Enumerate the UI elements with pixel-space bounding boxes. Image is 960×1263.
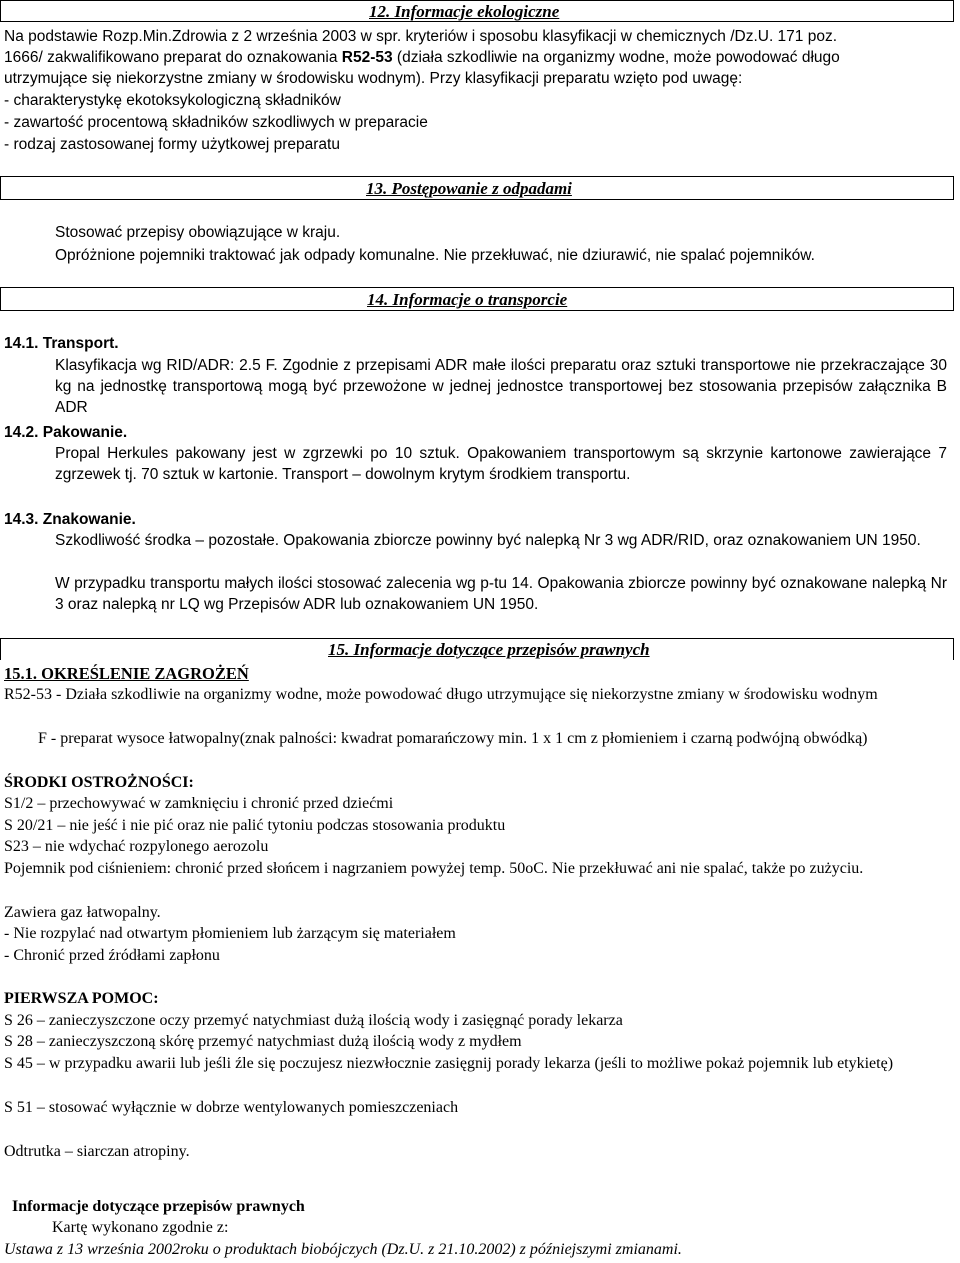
srodki-heading: ŚRODKI OSTROŻNOŚCI: (4, 774, 194, 791)
r52-53-text: R52-53 - Działa szkodliwie na organizmy wodne, może powodować długo utrzymujące się niekorzystne zmiany w środowisku wodnym (4, 686, 878, 703)
s12-line-1: Na podstawie Rozp.Min.Zdrowia z 2 września 2003 w spr. kryteriów i sposobu klasyfikacji w chemicznych /Dz.U. 171 poz. (4, 28, 838, 45)
pomoc-s26: S 26 – zanieczyszczone oczy przemyć natychmiast dużą ilością wody i zasięgnąć porady lekarza (4, 1012, 623, 1029)
pierwsza-pomoc-heading: PIERWSZA POMOC: (4, 990, 159, 1007)
srodki-s23: S23 – nie wdychać rozpylonego aerozolu (4, 838, 269, 855)
pomoc-s28: S 28 – zanieczyszczoną skórę przemyć natychmiast dużą ilością wody z mydłem (4, 1033, 522, 1050)
s14-3-text-1: Szkodliwość środka – pozostałe. Opakowania zbiorcze powinny być nalepką Nr 3 wg ADR/RID, oraz oznakowaniem UN 1950. (55, 532, 921, 549)
odtrutka-text: Odtrutka – siarczan atropiny. (4, 1143, 190, 1160)
s12-line-5: - zawartość procentową składników szkodliwych w preparacie (4, 114, 428, 131)
pomoc-s51: S 51 – stosować wyłącznie w dobrze wentylowanych pomieszczeniach (4, 1099, 459, 1116)
s12-line-3: utrzymujące się niekorzystne zmiany w środowisku wodnym). Przy klasyfikacji preparatu wzięto pod uwagę: (4, 70, 743, 87)
f-symbol-text: F - preparat wysoce łatwopalny(znak palności: kwadrat pomarańczowy min. 1 x 1 cm z płomieniem i czarną podwójną obwódką) (38, 730, 868, 747)
s14-3-text-2: W przypadku transportu małych ilości stosować zalecenia wg p-tu 14. Opakowania zbiorcze powinny być oznakowane nalepką Nr 3 oraz nalepką nr LQ wg Przepisów ADR lub oznakowaniem UN 1950. (55, 575, 947, 613)
s14-3-title: 14.3. Znakowanie. (4, 511, 136, 528)
pojemnik-text: Pojemnik pod ciśnieniem: chronić przed słońcem i nagrzaniem powyżej temp. 50oC. Nie przekłuwać ani nie spalać, także po zużyciu. (4, 860, 864, 877)
s14-1-title: 14.1. Transport. (4, 335, 119, 352)
s14-2-title: 14.2. Pakowanie. (4, 424, 128, 441)
s13-line-2: Opróżnione pojemniki traktować jak odpady komunalne. Nie przekłuwać, nie dziurawić, nie spalać pojemników. (55, 247, 815, 264)
section-13-heading: 13. Postępowanie z odpadami (366, 179, 572, 198)
gaz-line-3: - Chronić przed źródłami zapłonu (4, 947, 220, 964)
section-14-heading: 14. Informacje o transporcie (367, 290, 568, 309)
pomoc-s45: S 45 – w przypadku awarii lub jeśli źle się poczujesz niezwłocznie zasięgnij porady lekarza (jeśli to możliwe pokaż pojemnik lub etykietę) (4, 1055, 894, 1072)
s15-1-title: 15.1. OKREŚLENIE ZAGROŻEŃ (4, 664, 249, 683)
section-15-heading: 15. Informacje dotyczące przepisów prawnych (328, 640, 650, 659)
karta-text: Kartę wykonano zgodnie z: (52, 1219, 229, 1236)
s13-line-1: Stosować przepisy obowiązujące w kraju. (55, 224, 341, 241)
srodki-s20-21: S 20/21 – nie jeść i nie pić oraz nie palić tytoniu podczas stosowania produktu (4, 817, 506, 834)
info-prawne-heading: Informacje dotyczące przepisów prawnych (12, 1198, 305, 1215)
s12-line-6: - rodzaj zastosowanej formy użytkowej preparatu (4, 136, 340, 153)
s12-line-4: - charakterystykę ekotoksykologiczną składników (4, 92, 341, 109)
s14-2-text: Propal Herkules pakowany jest w zgrzewki po 10 sztuk. Opakowaniem transportowym są skrzynie kartonowe zawierające 7 zgrzewek tj. 70 sztuk w kartonie. Transport – dowolnym krytym środkiem transportu. (55, 445, 947, 483)
srodki-s1-2: S1/2 – przechowywać w zamknięciu i chronić przed dziećmi (4, 795, 394, 812)
s14-1-text: Klasyfikacja wg RID/ADR: 2.5 F. Zgodnie z przepisami ADR małe ilości preparatu oraz sztuki transportowe nie przekraczające 30 kg na jednostkę transportową mogą być przewożone w jednej jednostce transportowej bez stosowania przepisów załącznika B ADR (55, 357, 947, 416)
gaz-line-1: Zawiera gaz łatwopalny. (4, 904, 161, 921)
ustawa-text: Ustawa z 13 września 2002roku o produktach biobójczych (Dz.U. z 21.10.2002) z późniejszymi zmianami. (4, 1241, 682, 1258)
section-12-heading: 12. Informacje ekologiczne (369, 2, 560, 21)
gaz-line-2: - Nie rozpylać nad otwartym płomieniem lub żarzącym się materiałem (4, 925, 456, 942)
s12-line-2: 1666/ zakwalifikowano preparat do oznakowania R52-53 (działa szkodliwie na organizmy wodne, może powodować długo (4, 49, 840, 66)
